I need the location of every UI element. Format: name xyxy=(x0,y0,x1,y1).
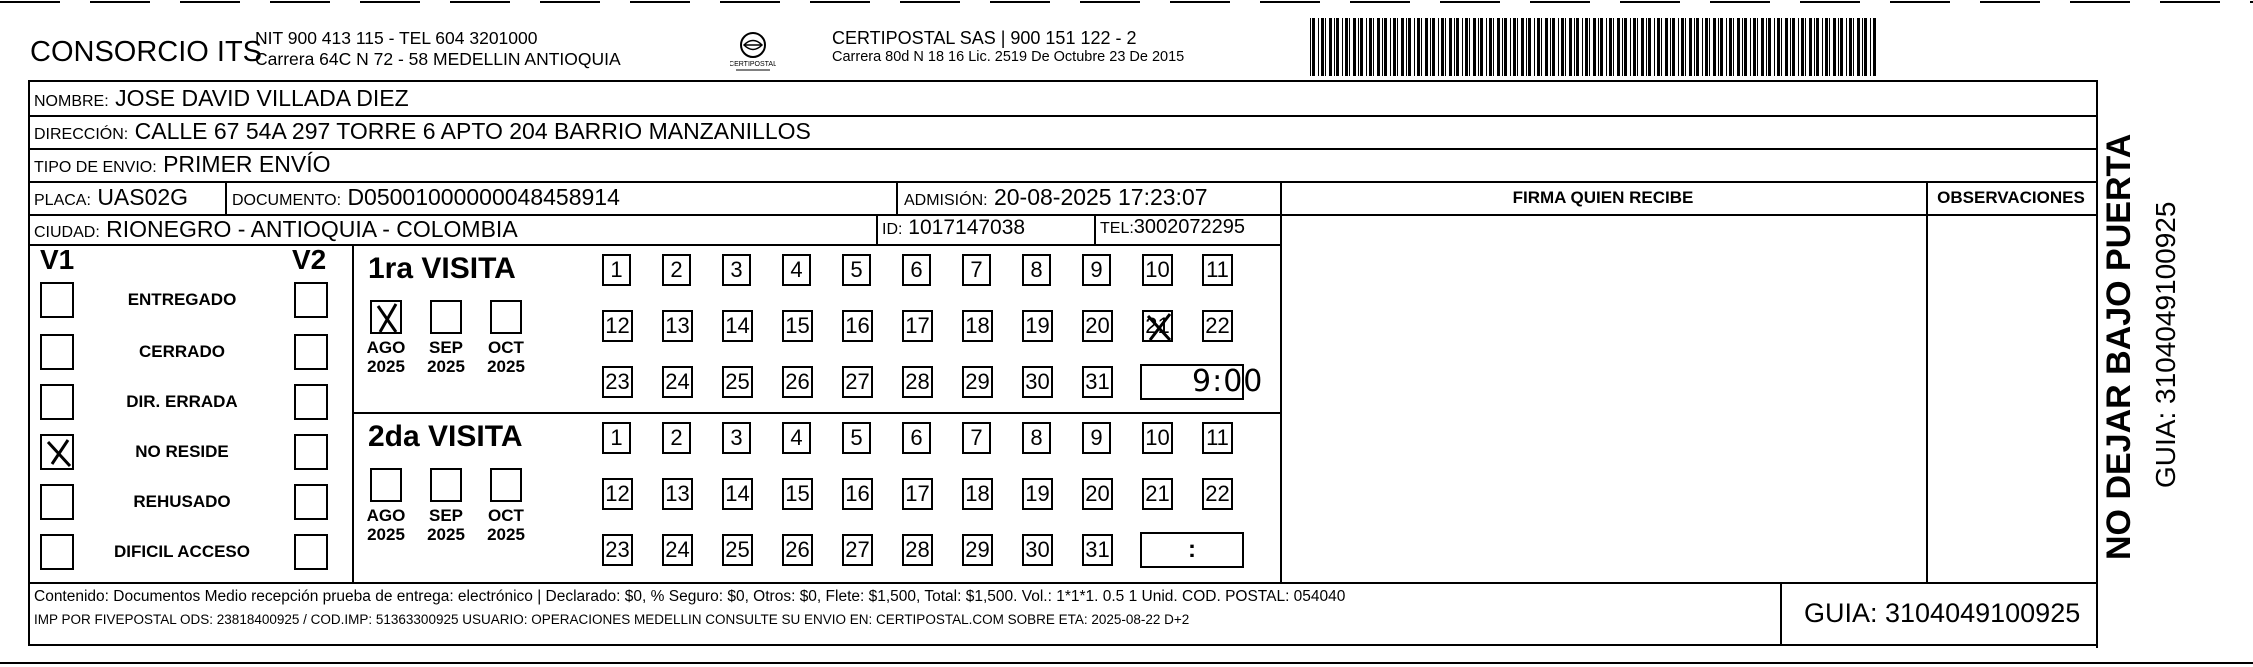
visit2-day-number: 13 xyxy=(665,481,690,506)
recipient-name: JOSE DAVID VILLADA DIEZ xyxy=(115,85,409,111)
visit1-day-number: 2 xyxy=(670,257,683,282)
company-name: CONSORCIO ITS xyxy=(30,36,263,68)
shipping-form xyxy=(28,80,2098,646)
visit1-day-number: 25 xyxy=(725,369,750,394)
visit2-day-box[interactable] xyxy=(902,534,933,566)
visit2-day-box[interactable] xyxy=(722,534,753,566)
visit1-day-box[interactable] xyxy=(722,254,751,286)
visit2-month-name-0: AGO xyxy=(366,506,406,525)
visit2-time: : xyxy=(1188,536,1196,563)
visit1-month-name-0: AGO xyxy=(366,338,406,357)
visit1-day-box[interactable] xyxy=(902,310,933,342)
send-type-field xyxy=(34,151,331,178)
visit1-day-box[interactable] xyxy=(602,310,633,342)
recipient-name-field xyxy=(34,85,409,112)
visit2-day-box[interactable] xyxy=(842,478,873,510)
company-details xyxy=(255,28,621,70)
visit1-day-number: 1 xyxy=(610,257,623,282)
visit2-month-label-0 xyxy=(359,506,413,544)
visit2-day-box[interactable] xyxy=(782,478,813,510)
visit1-day-box[interactable] xyxy=(842,366,873,398)
visit1-day-box[interactable] xyxy=(1142,254,1173,286)
v2-checkbox-1[interactable] xyxy=(294,334,328,370)
visit2-month-year-1: 2025 xyxy=(427,525,465,544)
carrier-address: Carrera 80d N 18 16 Lic. 2519 De Octubre 23 De 2015 xyxy=(832,49,1185,65)
visit2-day-number: 10 xyxy=(1145,425,1170,450)
visit2-day-number: 12 xyxy=(605,481,630,506)
visit1-day-box[interactable] xyxy=(842,310,873,342)
city-label: CIUDAD: xyxy=(34,224,100,241)
visit2-day-number: 11 xyxy=(1206,425,1229,450)
visit2-day-box[interactable] xyxy=(602,534,633,566)
visit1-day-number: 31 xyxy=(1085,369,1110,394)
visit1-day-box[interactable] xyxy=(782,310,813,342)
visit2-day-box[interactable] xyxy=(782,422,811,454)
v2-checkbox-0[interactable] xyxy=(294,282,328,318)
id-field xyxy=(882,216,1025,240)
visit2-day-number: 17 xyxy=(905,481,930,506)
recipient-address-field xyxy=(34,118,811,145)
visit1-day-box[interactable] xyxy=(1202,254,1233,286)
v2-checkbox-2[interactable] xyxy=(294,384,328,420)
visit2-day-number: 9 xyxy=(1090,425,1103,450)
visit1-day-box[interactable] xyxy=(1142,310,1173,342)
visit1-title: 1ra VISITA xyxy=(368,252,516,285)
v1-checkbox-1[interactable] xyxy=(40,334,74,370)
visit1-day-number: 11 xyxy=(1206,257,1229,282)
visit1-day-number: 18 xyxy=(965,313,990,338)
admission: 20-08-2025 17:23:07 xyxy=(993,184,1208,210)
visit1-day-box[interactable] xyxy=(962,254,991,286)
visit2-day-number: 25 xyxy=(725,537,750,562)
status-label-4: REHUSADO xyxy=(133,492,231,511)
visit1-time-box[interactable] xyxy=(1140,364,1264,400)
visit2-day-box[interactable] xyxy=(782,534,813,566)
v2-label: V2 xyxy=(292,244,327,275)
visit1-day-number: 15 xyxy=(785,313,810,338)
visit2-day-number: 19 xyxy=(1025,481,1050,506)
visit2-day-number: 20 xyxy=(1085,481,1110,506)
visit2-day-number: 23 xyxy=(605,537,630,562)
tel-label: TEL: xyxy=(1100,220,1134,237)
visit1-day-box[interactable] xyxy=(722,310,753,342)
status-label-1: CERRADO xyxy=(139,342,225,361)
visit2-day-number: 7 xyxy=(970,425,983,450)
bottom-cut-line xyxy=(0,662,2253,664)
visit1-day-box[interactable] xyxy=(1082,254,1111,286)
document-label: DOCUMENTO: xyxy=(232,192,342,209)
signature-area xyxy=(1282,216,1924,580)
visit1-day-box[interactable] xyxy=(1082,310,1113,342)
visit2-month-year-2: 2025 xyxy=(487,525,525,544)
visit2-day-box[interactable] xyxy=(722,478,753,510)
visit1-month-name-1: SEP xyxy=(428,338,464,357)
carrier-name: CERTIPOSTAL SAS | 900 151 122 - 2 xyxy=(832,28,1137,48)
visit1-day-number: 28 xyxy=(905,369,930,394)
status-label-3: NO RESIDE xyxy=(135,442,229,461)
visit1-day-box[interactable] xyxy=(602,366,633,398)
tel-field xyxy=(1100,216,1245,239)
visit2-day-box[interactable] xyxy=(1022,534,1053,566)
visit2-day-number: 27 xyxy=(845,537,870,562)
visit1-day-number: 22 xyxy=(1205,313,1230,338)
visit1-day-number: 17 xyxy=(905,313,930,338)
visit1-day-box[interactable] xyxy=(662,366,693,398)
send-type-label: TIPO DE ENVIO: xyxy=(34,159,157,176)
v1-checkbox-2[interactable] xyxy=(40,384,74,420)
visit1-day-number: 3 xyxy=(730,257,743,282)
carrier-details xyxy=(832,28,1184,65)
city-field xyxy=(34,216,518,243)
visit2-day-number: 21 xyxy=(1145,481,1170,506)
visit2-time-box[interactable] xyxy=(1140,532,1244,568)
v2-checkbox-3[interactable] xyxy=(294,434,328,470)
id-label: ID: xyxy=(882,221,903,238)
visit2-day-box[interactable] xyxy=(1142,478,1173,510)
visit1-day-box[interactable] xyxy=(1202,310,1233,342)
visit1-day-number: 9 xyxy=(1090,257,1103,282)
visit1-day-box[interactable] xyxy=(902,366,933,398)
visit2-month-year-0: 2025 xyxy=(367,525,405,544)
visit2-day-number: 14 xyxy=(725,481,750,506)
tel: 3002072295 xyxy=(1133,216,1246,238)
status-label-5: DIFICIL ACCESO xyxy=(113,542,250,561)
visit2-day-box[interactable] xyxy=(602,422,631,454)
observations-area xyxy=(1928,216,2094,580)
document-field xyxy=(232,184,620,211)
visit1-month-box-0[interactable] xyxy=(370,300,402,334)
v2-checkbox-4[interactable] xyxy=(294,484,328,520)
certipostal-logo xyxy=(730,28,776,74)
visit2-day-box[interactable] xyxy=(902,478,933,510)
visit1-day-number: 12 xyxy=(605,313,630,338)
visit1-day-number: 6 xyxy=(910,257,923,282)
footer-guia: GUIA: 3104049100925 xyxy=(1804,598,2081,628)
visit2-day-box[interactable] xyxy=(722,422,751,454)
visit2-day-box[interactable] xyxy=(602,478,633,510)
visit1-day-box[interactable] xyxy=(842,254,871,286)
visit1-day-box[interactable] xyxy=(1022,366,1053,398)
visit1-day-box[interactable] xyxy=(782,254,811,286)
visit1-month-box-1[interactable] xyxy=(430,300,462,334)
visit1-day-box[interactable] xyxy=(962,366,993,398)
visit2-day-number: 18 xyxy=(965,481,990,506)
visit2-day-number: 28 xyxy=(905,537,930,562)
visit2-day-box[interactable] xyxy=(1022,422,1051,454)
visit1-day-box[interactable] xyxy=(1022,254,1051,286)
visit1-day-box[interactable] xyxy=(662,254,691,286)
plate-label: PLACA: xyxy=(34,192,91,209)
visit1-day-box[interactable] xyxy=(1082,366,1113,398)
admission-field xyxy=(904,184,1208,211)
visit2-day-box[interactable] xyxy=(662,534,693,566)
visit2-day-box[interactable] xyxy=(962,534,993,566)
side-guia: GUIA: 3104049100925 xyxy=(2150,201,2181,488)
certipostal-logo-icon xyxy=(730,28,776,74)
visit2-day-number: 24 xyxy=(665,537,690,562)
send-type: PRIMER ENVÍO xyxy=(163,151,331,177)
company-address: Carrera 64C N 72 - 58 MEDELLIN ANTIOQUIA xyxy=(255,49,621,69)
v1-label: V1 xyxy=(40,244,75,275)
visit2-month-name-1: SEP xyxy=(428,506,464,525)
visit2-day-box[interactable] xyxy=(1202,422,1233,454)
visit2-day-box[interactable] xyxy=(842,422,871,454)
visit2-day-number: 4 xyxy=(790,425,803,450)
barcode xyxy=(1310,18,1880,76)
visit2-month-box-2[interactable] xyxy=(490,468,522,502)
plate: UAS02G xyxy=(97,184,189,210)
v1-checkbox-0[interactable] xyxy=(40,282,74,318)
visit2-day-number: 3 xyxy=(730,425,743,450)
visit2-day-box[interactable] xyxy=(662,422,691,454)
visit2-day-number: 22 xyxy=(1205,481,1230,506)
visit1-day-number: 26 xyxy=(785,369,810,394)
visit2-day-box[interactable] xyxy=(1082,534,1113,566)
visit1-month-year-0: 2025 xyxy=(367,357,405,376)
v1-checkbox-3[interactable] xyxy=(40,434,74,470)
visit1-day-number: 8 xyxy=(1030,257,1043,282)
visit2-day-number: 6 xyxy=(910,425,923,450)
visit2-month-box-0[interactable] xyxy=(370,468,402,502)
footer-line-1: Contenido: Documentos Medio recepción prueba de entrega: electrónico | Declarado: $0, % Seguro: $0, Otros: $0, Flete: $1,500, Total: $1,500. Vol.: 1*1*1. 0.5 1 Unid. COD. POSTAL: 054040 xyxy=(34,588,1346,605)
company-nit: NIT 900 413 115 - TEL 604 3201000 xyxy=(255,28,538,48)
visit2-day-number: 1 xyxy=(610,425,623,450)
visit1-day-number: 4 xyxy=(790,257,803,282)
visit2-day-number: 26 xyxy=(785,537,810,562)
visit1-day-box[interactable] xyxy=(902,254,931,286)
visit2-day-number: 16 xyxy=(845,481,870,506)
recipient-address: CALLE 67 54A 297 TORRE 6 APTO 204 BARRIO MANZANILLOS xyxy=(134,118,811,144)
visit1-day-number: 30 xyxy=(1025,369,1050,394)
visit2-day-number: 5 xyxy=(850,425,863,450)
visit1-day-number: 21 xyxy=(1145,313,1170,338)
visit1-month-year-2: 2025 xyxy=(487,357,525,376)
observations-header: OBSERVACIONES xyxy=(1937,188,2085,207)
visit2-day-box[interactable] xyxy=(1082,422,1111,454)
visit2-title: 2da VISITA xyxy=(368,420,523,453)
visit1-day-box[interactable] xyxy=(722,366,753,398)
visit2-month-label-1 xyxy=(419,506,473,544)
visit1-day-number: 13 xyxy=(665,313,690,338)
signature-header: FIRMA QUIEN RECIBE xyxy=(1512,188,1694,207)
visit1-month-name-2: OCT xyxy=(488,338,524,357)
visit2-day-box[interactable] xyxy=(1022,478,1053,510)
visit1-month-label-0 xyxy=(359,338,413,376)
status-label-2: DIR. ERRADA xyxy=(126,392,238,411)
visit1-time: 9:00 xyxy=(1192,364,1264,399)
visit1-day-number: 20 xyxy=(1085,313,1110,338)
visit1-day-number: 29 xyxy=(965,369,990,394)
visit1-day-number: 14 xyxy=(725,313,750,338)
logo-text: CERTIPOSTAL xyxy=(730,61,776,68)
admission-label: ADMISIÓN: xyxy=(904,192,988,209)
address-label: DIRECCIÓN: xyxy=(34,126,129,143)
visit1-day-box[interactable] xyxy=(962,310,993,342)
v1-checkbox-4[interactable] xyxy=(40,484,74,520)
visit2-day-number: 31 xyxy=(1085,537,1110,562)
visit2-day-number: 15 xyxy=(785,481,810,506)
side-warning: NO DEJAR BAJO PUERTA xyxy=(2100,133,2138,560)
check-mark-icon xyxy=(42,436,76,472)
visit1-day-number: 27 xyxy=(845,369,870,394)
visit1-day-number: 23 xyxy=(605,369,630,394)
visit1-day-box[interactable] xyxy=(602,254,631,286)
visit1-day-number: 19 xyxy=(1025,313,1050,338)
visit1-month-label-1 xyxy=(419,338,473,376)
visit1-day-box[interactable] xyxy=(782,366,813,398)
visit2-day-box[interactable] xyxy=(1142,422,1173,454)
visit2-day-box[interactable] xyxy=(902,422,931,454)
document: D05001000000048458914 xyxy=(347,184,620,210)
visit2-day-number: 30 xyxy=(1025,537,1050,562)
status-label-0: ENTREGADO xyxy=(127,290,237,309)
visit2-day-box[interactable] xyxy=(1202,478,1233,510)
visit2-day-box[interactable] xyxy=(962,422,991,454)
visit1-month-box-2[interactable] xyxy=(490,300,522,334)
v2-checkbox-5[interactable] xyxy=(294,534,328,570)
visit2-month-box-1[interactable] xyxy=(430,468,462,502)
visit1-day-number: 7 xyxy=(970,257,983,282)
check-mark-icon xyxy=(1144,312,1175,344)
visit2-month-name-2: OCT xyxy=(488,506,524,525)
footer-line-2: IMP POR FIVEPOSTAL ODS: 23818400925 / COD.IMP: 51363300925 USUARIO: OPERACIONES MEDELLIN CONSULTE SU ENVIO EN: CERTIPOSTAL.COM SOBRE ETA: 2025-08-22 D+2 xyxy=(34,612,1190,627)
visit2-day-number: 8 xyxy=(1030,425,1043,450)
visit2-day-box[interactable] xyxy=(842,534,873,566)
city: RIONEGRO - ANTIOQUIA - COLOMBIA xyxy=(106,216,518,242)
v1-checkbox-5[interactable] xyxy=(40,534,74,570)
visit1-day-number: 10 xyxy=(1145,257,1170,282)
visit2-day-number: 29 xyxy=(965,537,990,562)
visit1-day-number: 5 xyxy=(850,257,863,282)
visit2-month-label-2 xyxy=(479,506,533,544)
visit1-day-box[interactable] xyxy=(1022,310,1053,342)
visit1-day-number: 24 xyxy=(665,369,690,394)
visit2-day-box[interactable] xyxy=(662,478,693,510)
visit1-day-number: 16 xyxy=(845,313,870,338)
visit1-month-label-2 xyxy=(479,338,533,376)
visit1-month-year-1: 2025 xyxy=(427,357,465,376)
check-mark-icon xyxy=(372,302,404,336)
visit2-day-number: 2 xyxy=(670,425,683,450)
visit1-day-box[interactable] xyxy=(662,310,693,342)
name-label: NOMBRE: xyxy=(34,93,109,110)
id-number: 1017147038 xyxy=(908,216,1026,239)
visit2-day-box[interactable] xyxy=(1082,478,1113,510)
plate-field xyxy=(34,184,188,211)
cut-line xyxy=(0,0,2253,12)
visit2-day-box[interactable] xyxy=(962,478,993,510)
